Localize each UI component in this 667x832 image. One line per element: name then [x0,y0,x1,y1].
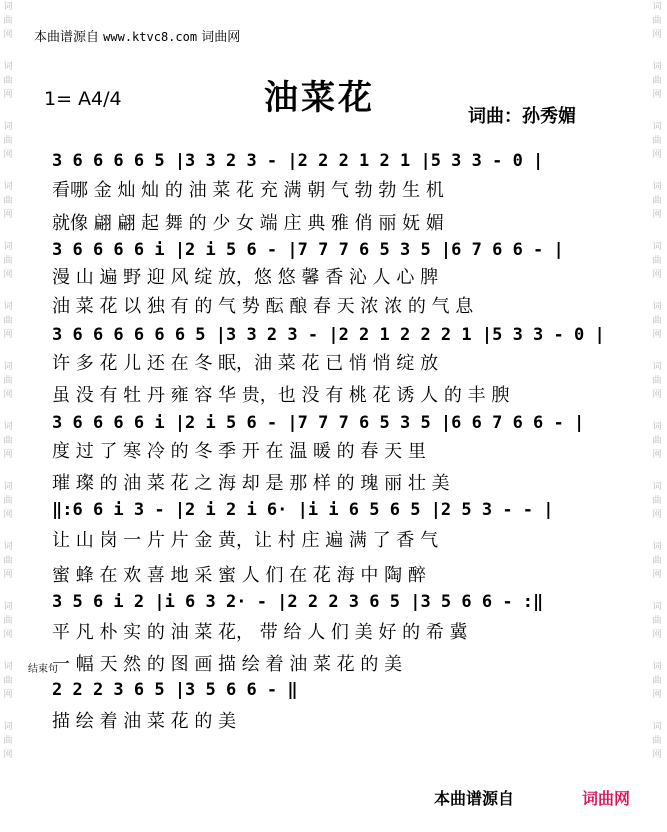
watermark-text: 词曲网 [652,62,662,100]
watermark-text: 词曲网 [3,242,13,280]
watermark-text: 词曲网 [3,2,13,40]
notation-line: 3 6 6 6 6 6 6 5 |3 3 2 3 - |2 2 1 2 2 2 1 |5 3 3 - 0 | [52,325,605,345]
lyric-line: 虽 没 有 牡 丹 雍 容 华 贵，也 没 有 桃 花 诱 人 的 丰 腴 [52,385,510,406]
lyric-line: 许 多 花 儿 还 在 冬 眠，油 菜 花 已 悄 悄 绽 放 [52,353,439,374]
watermark-text: 词曲网 [3,122,13,160]
footer-source: 本曲谱源自 [434,789,515,808]
watermark-text: 词曲网 [652,122,662,160]
watermark-text: 词曲网 [652,182,662,220]
watermark-text: 词曲网 [652,722,662,760]
watermark-text: 词曲网 [652,242,662,280]
notation-line: ‖:6 6 i 3 - |2 i 2 i 6· |i i 6 5 6 5 |2 5 3 - - | [52,500,554,520]
lyric-line: 看哪 金 灿 灿 的 油 菜 花 充 满 朝 气 勃 勃 生 机 [52,180,444,201]
lyric-line: 璀 璨 的 油 菜 花 之 海 却 是 那 样 的 瑰 丽 壮 美 [52,473,450,494]
header-source-label: 本曲谱源自 [34,30,100,45]
watermark-text: 词曲网 [652,602,662,640]
watermark-text: 词曲网 [652,2,662,40]
watermark-text: 词曲网 [652,482,662,520]
notation-line: 3 6 6 6 6 i |2 i 5 6 - |7 7 7 6 5 3 5 |6 7 6 6 - | [52,240,564,260]
header-site: 词曲网 [201,30,241,45]
watermark-text: 词曲网 [3,542,13,580]
composer-credit: 词曲：孙秀媚 [468,106,576,127]
watermark-text: 词曲网 [3,482,13,520]
header-source [34,26,240,45]
watermark-text: 词曲网 [3,302,13,340]
watermark-text: 词曲网 [3,602,13,640]
watermark-text: 词曲网 [3,662,13,700]
watermark-text: 词曲网 [3,62,13,100]
watermark-text: 词曲网 [3,182,13,220]
watermark-left [1,0,15,780]
lyric-line: 平 凡 朴 实 的 油 菜 花， 带 给 人 们 美 好 的 希 冀 [52,622,468,643]
watermark-text: 词曲网 [3,422,13,460]
lyric-line: 蜜 蜂 在 欢 喜 地 采 蜜 人 们 在 花 海 中 陶 醉 [52,565,426,586]
lyric-line: 描 绘 着 油 菜 花 的 美 [52,711,237,732]
lyric-line: 一 幅 天 然 的 图 画 描 绘 着 油 菜 花 的 美 [52,654,403,675]
page-title: 油菜花 [264,78,375,118]
notation-line: 3 5 6 i 2 |i 6 3 2· - |2 2 2 3 6 5 |3 5 6 6 - :‖ [52,592,544,612]
notation-line: 3 6 6 6 6 5 |3 3 2 3 - |2 2 2 1 2 1 |5 3 3 - 0 | [52,151,544,171]
lyric-line: 度 过 了 寒 冷 的 冬 季 开 在 温 暖 的 春 天 里 [52,441,426,462]
watermark-text: 词曲网 [3,362,13,400]
notation-line: 3 6 6 6 6 i |2 i 5 6 - |7 7 7 6 5 3 5 |6 6 7 6 6 - | [52,413,585,433]
watermark-text: 词曲网 [652,362,662,400]
watermark-text: 词曲网 [3,722,13,760]
lyric-line: 油 菜 花 以 独 有 的 气 势 酝 酿 春 天 浓 浓 的 气 息 [52,296,474,317]
watermark-right [650,0,664,780]
lyric-line: 漫 山 遍 野 迎 风 绽 放，悠 悠 馨 香 沁 人 心 脾 [52,267,439,288]
end-phrase-label: 结束句 [28,664,58,675]
watermark-text: 词曲网 [652,422,662,460]
footer-site-logo: 词曲网 [582,789,631,808]
watermark-text: 词曲网 [652,302,662,340]
watermark-text: 词曲网 [652,542,662,580]
header-url[interactable]: www.ktvc8.com [103,30,198,44]
lyric-line: 就像 翩 翩 起 舞 的 少 女 端 庄 典 雅 俏 丽 妩 媚 [52,213,444,234]
key-signature: 1= A4/4 [44,88,122,110]
watermark-text: 词曲网 [652,662,662,700]
lyric-line: 让 山 岗 一 片 片 金 黄，让 村 庄 遍 满 了 香 气 [52,530,439,551]
notation-line: 2 2 2 3 6 5 |3 5 6 6 - ‖ [52,680,298,700]
